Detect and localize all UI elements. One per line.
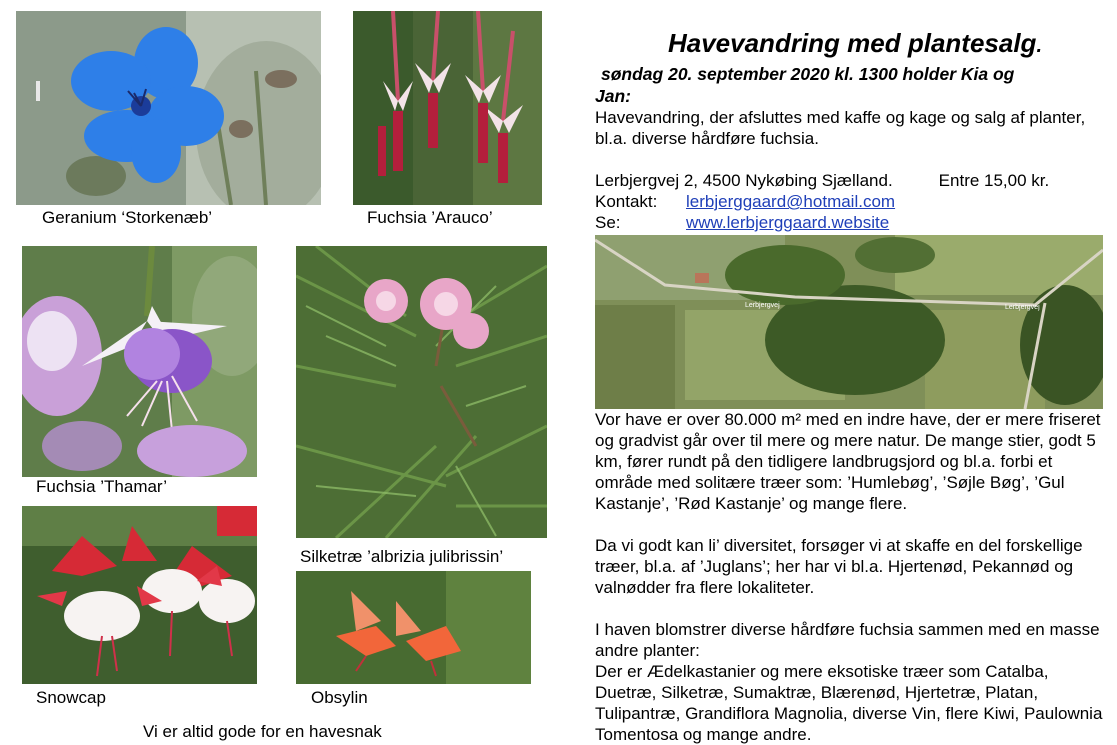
page-title: Havevandring med plantesalg. bbox=[667, 28, 1042, 58]
snowcap-caption: Snowcap bbox=[36, 688, 106, 707]
fuchsia-thamar-caption: Fuchsia ’Thamar’ bbox=[36, 477, 168, 496]
event-info-column bbox=[595, 26, 1105, 745]
website-label: Se: bbox=[595, 213, 621, 232]
map-road-label-1: Lerbjergvej bbox=[745, 302, 780, 309]
event-date: søndag 20. september 2020 kl. 1300 holder Kia og Jan: bbox=[595, 64, 1015, 106]
paragraph-trees: Da vi godt kan li’ diversitet, forsøger vi at skaffe en del forskellige træer, bl.a. af ’Juglans’; her har vi bl.a. Hjertenød, Pekannød og valnødder fra flere lokaliteter. bbox=[595, 536, 1083, 597]
website-row bbox=[595, 212, 1105, 233]
fuchsia-arauco-caption: Fuchsia ’Arauco’ bbox=[367, 208, 493, 227]
silketrae-caption: Silketræ ’albrizia julibrissin’ bbox=[300, 547, 504, 566]
entry-fee: Entre 15,00 kr. bbox=[938, 171, 1050, 190]
geranium-photo bbox=[16, 11, 321, 205]
obsylin-caption: Obsylin bbox=[311, 688, 368, 707]
aerial-map bbox=[595, 235, 1103, 409]
intro-text: Havevandring, der afsluttes med kaffe og kage og salg af planter, bl.a. diverse hårdføre fuchsia. bbox=[595, 108, 1086, 148]
address-row bbox=[595, 170, 1105, 191]
contact-label: Kontakt: bbox=[595, 192, 658, 211]
contact-row bbox=[595, 191, 1105, 212]
fuchsia-arauco-photo bbox=[353, 11, 542, 205]
paragraph-garden: Vor have er over 80.000 m² med en indre have, der er mere friseret og gradvist går over til mere og mere natur. De mange stier, godt 5 km, fører rundt på den tidligere landbrugsjord og bl.a. forbi et område med solitære træer som: ’Humlebøg’, ’Søjle Bøg’, ’Gul Kastanje’, ’Rød Kastanje’ og mange flere. bbox=[595, 410, 1101, 513]
map-road-label-2: Lerbjergvej bbox=[1005, 304, 1040, 311]
obsylin-photo bbox=[296, 571, 531, 684]
geranium-caption: Geranium ‘Storkenæb’ bbox=[42, 208, 213, 227]
paragraph-plants-intro: I haven blomstrer diverse hårdføre fuchsia sammen med en masse andre planter: bbox=[595, 620, 1100, 660]
contact-email-link[interactable]: lerbjerggaard@hotmail.com bbox=[686, 192, 896, 211]
address: Lerbjergvej 2, 4500 Nykøbing Sjælland. bbox=[595, 171, 893, 190]
website-link[interactable]: www.lerbjerggaard.website bbox=[686, 213, 890, 232]
fuchsia-thamar-photo bbox=[22, 246, 257, 477]
silketrae-photo bbox=[296, 246, 547, 538]
footer-text: Vi er altid gode for en havesnak bbox=[143, 722, 382, 741]
snowcap-photo bbox=[22, 506, 257, 684]
paragraph-plants-list: Der er Ædelkastanier og mere eksotiske træer som Catalba, Duetræ, Silketræ, Sumaktræ, Blærenød, Hjertetræ, Platan, Tulipantræ, Grandiflora Magnolia, diverse Vin, flere Kiwi, Paulownia Tomentosa og mange andre. bbox=[595, 662, 1103, 744]
